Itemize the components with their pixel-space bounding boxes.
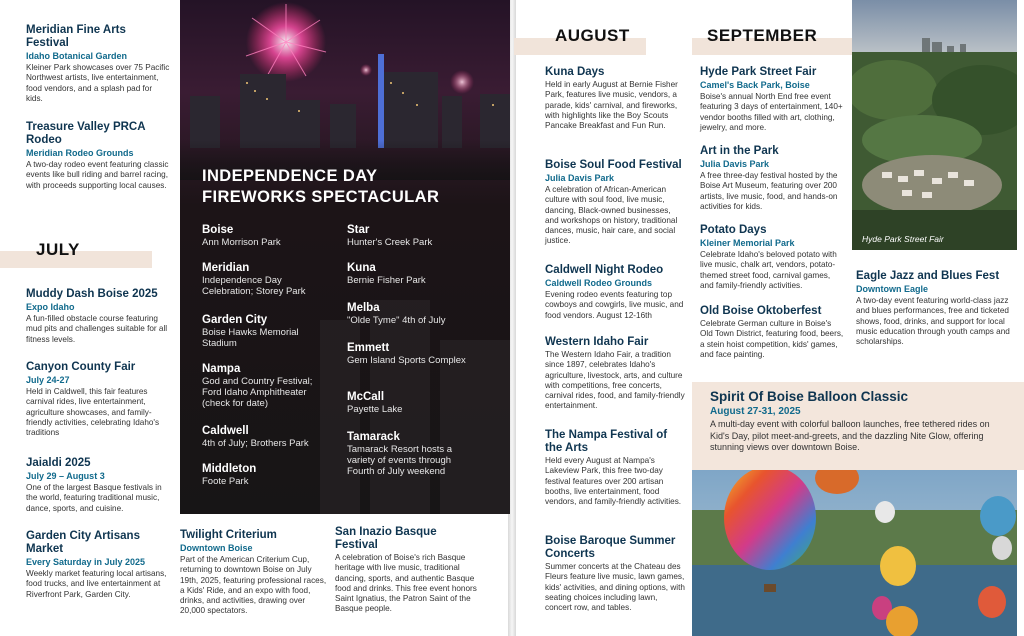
event-date: August 27-31, 2025 [710,406,801,417]
fireworks-location [347,224,487,248]
event-venue: Expo Idaho [26,302,75,312]
event-hyde-park-street-fair [700,66,846,133]
fireworks-venue: Payette Lake [347,404,403,415]
photo-caption: Hyde Park Street Fair [862,234,944,244]
event-desc: A two-day rodeo event featuring classic events like bull riding and barrel racing, with proceeds supporting local causes. [26,160,169,190]
fireworks-title-line1: INDEPENDENCE DAY [202,167,378,185]
fireworks-venue: Ann Morrison Park [202,237,281,248]
event-treasure-valley-rodeo [26,121,171,191]
fireworks-location [347,262,487,286]
event-old-boise-oktoberfest [700,305,846,360]
event-kuna-days [545,66,685,131]
event-eagle-jazz [856,270,1016,347]
fireworks-city: Melba [347,302,380,314]
fireworks-venue: Gem Island Sports Complex [347,355,466,366]
event-title: San Inazio Basque Festival [335,526,437,551]
fireworks-city: Garden City [202,314,268,326]
event-canyon-county-fair [26,361,171,438]
event-venue: Idaho Botanical Garden [26,51,128,61]
event-muddy-dash [26,288,171,345]
event-title: Eagle Jazz and Blues Fest [856,270,1000,282]
event-desc: The Western Idaho Fair, a tradition since 1897, celebrates Idaho's agriculture, livestock, arts, and culture with competitions, free concerts, carnival rides, food, and family-friendly entertainment. [545,350,685,411]
fireworks-location [202,463,322,487]
event-title: The Nampa Festival of the Arts [545,429,668,454]
fireworks-venue: Boise Hawks Memorial Stadium [202,327,299,349]
fireworks-location [202,363,327,409]
event-title: Meridian Fine Arts Festival [26,24,126,49]
event-boise-soul-food [545,159,685,247]
fireworks-location [347,302,487,326]
fireworks-location [202,224,322,248]
fireworks-city: Meridian [202,262,250,274]
event-art-in-the-park [700,145,846,212]
event-desc: Weekly market featuring local artisans, food trucks, and live entertainment at Riverfront Park, Garden City. [26,569,167,599]
fireworks-city: Tamarack [347,431,400,443]
month-heading-july: JULY [36,240,80,259]
fireworks-venue: "Olde Tyme" 4th of July [347,315,446,326]
fireworks-location [202,314,322,349]
event-desc: A multi-day event with colorful balloon launches, free tethered rides on Kid's Day, pilot meet-and-greets, and the dazzling Nite Glow, offering stunning views over downtown Boise. [710,419,990,452]
event-desc: Held every August at Nampa's Lakeview Park, this free two-day festival features over 200 artisan booths, live entertainment, food vendors, and family-friendly activities. [545,456,682,507]
fireworks-city: McCall [347,391,385,403]
month-heading-august: AUGUST [555,26,630,45]
event-title: Jaialdi 2025 [26,457,91,469]
event-desc: A celebration of Boise's rich Basque heritage with live music, traditional dancing, sports, and authentic Basque food and drinks. This free event honors Saint Ignatius, the Patron Saint of the Basque people. [335,553,477,614]
fireworks-title-line2: FIREWORKS SPECTACULAR [202,188,440,206]
event-desc: Kleiner Park showcases over 75 Pacific Northwest artists, live entertainment, food vendors, and a splash pad for kids. [26,63,170,103]
event-title: Caldwell Night Rodeo [545,264,664,276]
fireworks-venue: Hunter's Creek Park [347,237,433,248]
balloon-photo [692,470,1017,636]
event-desc: Held in early August at Bernie Fisher Park, features live music, vendors, a parade, kids' carnival, and fireworks, with highlights like the Boy Scouts Pancake Breakfast and Fun Run. [545,80,678,131]
event-title: Twilight Criterium [180,529,277,541]
event-western-idaho-fair [545,336,685,412]
month-heading-september: SEPTEMBER [707,26,818,45]
fireworks-venue: Tamarack Resort hosts a variety of events through Fourth of July weekend [347,444,453,477]
event-title: Boise Soul Food Festival [545,159,682,171]
event-title: Art in the Park [700,145,779,157]
fireworks-city: Star [347,224,370,236]
event-venue: July 29 – August 3 [26,471,105,481]
fireworks-city: Emmett [347,342,390,354]
event-title: Boise Baroque Summer Concerts [545,535,676,560]
event-title: Spirit Of Boise Balloon Classic [710,389,909,404]
event-caldwell-night-rodeo [545,264,685,321]
fireworks-city: Kuna [347,262,376,274]
event-desc: Celebrate German culture in Boise's Old Town District, featuring food, beers, a stein hoist competition, kids' games, and face painting. [700,319,844,359]
event-desc: Part of the American Criterium Cup, returning to downtown Boise on July 19th, 2025, featuring professional races, a Kids' Ride, and an expo with food, drinks, and activities, drawing over 20,000 spectators. [180,555,327,616]
event-balloon-classic [710,389,1010,454]
event-title: Potato Days [700,224,767,236]
event-desc: Boise's annual North End free event featuring 3 days of entertainment, 140+ vendor booths filled with art, clothing, jewelry, and more. [700,92,843,132]
fireworks-venue: Bernie Fisher Park [347,275,426,286]
fireworks-location [347,342,487,366]
fireworks-venue: God and Country Festival; Ford Idaho Amphitheater (check for date) [202,376,313,409]
hyde-park-photo [852,0,1017,250]
fireworks-location [202,425,327,449]
fireworks-location [202,262,322,297]
event-garden-city-artisans [26,530,171,600]
event-title: Canyon County Fair [26,361,136,373]
fireworks-venue: Independence Day Celebration; Storey Park [202,275,306,297]
event-venue: Caldwell Rodeo Grounds [545,278,653,288]
event-venue: Kleiner Memorial Park [700,238,795,248]
fireworks-panel [180,0,510,514]
event-desc: Summer concerts at the Chateau des Fleurs feature live music, lawn games, kids' activities, and dining options, with seating choices including lawn, concert row, and tables. [545,562,685,613]
event-title: Muddy Dash Boise 2025 [26,288,158,300]
event-title: Hyde Park Street Fair [700,66,817,78]
fireworks-venue: 4th of July; Brothers Park [202,438,309,449]
event-venue: July 24-27 [26,375,70,385]
event-title: Treasure Valley PRCA Rodeo [26,121,146,146]
event-jaialdi [26,457,171,514]
fireworks-city: Boise [202,224,234,236]
event-san-inazio [335,526,480,615]
event-venue: Downtown Eagle [856,284,928,294]
event-meridian-fine-arts [26,24,171,104]
event-desc: A two-day event featuring world-class jazz and blues performances, free and ticketed shows, food, drinks, and support for local music education through youth camps and scholarships. [856,296,1010,347]
event-desc: Held in Caldwell, this fair features carnival rides, live entertainment, agriculture showcases, and family-friendly activities, celebrating Idaho's traditions [26,387,160,438]
fireworks-location [347,391,487,415]
event-desc: A celebration of African-American culture with soul food, live music, dancing, Black-owned businesses, and workshops on history, traditional dances, music, hair care, and social justice. [545,185,678,246]
event-title: Kuna Days [545,66,605,78]
event-desc: Evening rodeo events featuring top cowboys and cowgirls, live music, and food vendors. August 12-16th [545,290,684,320]
event-twilight-criterium [180,529,328,617]
event-desc: A free three-day festival hosted by the Boise Art Museum, featuring over 200 artists, live music, food, and hands-on activities for kids. [700,171,838,211]
event-boise-baroque [545,535,685,613]
fireworks-city: Nampa [202,363,241,375]
event-venue: Camel's Back Park, Boise [700,80,810,90]
event-desc: Celebrate Idaho's beloved potato with live music, chalk art, vendors, potato-themed street food, carnival games, and family-friendly activities. [700,250,837,290]
event-desc: A fun-filled obstacle course featuring mud pits and challenges suitable for all fitness levels. [26,314,168,344]
event-venue: Downtown Boise [180,543,253,553]
event-potato-days [700,224,846,291]
event-title: Garden City Artisans Market [26,530,140,555]
event-nampa-festival [545,429,685,507]
fireworks-venue: Foote Park [202,476,249,487]
event-venue: Meridian Rodeo Grounds [26,148,134,158]
fireworks-location [347,431,477,477]
event-title: Western Idaho Fair [545,336,649,348]
event-title: Old Boise Oktoberfest [700,305,822,317]
fireworks-city: Caldwell [202,425,249,437]
event-venue: Julia Davis Park [545,173,615,183]
event-venue: Julia Davis Park [700,159,770,169]
event-venue: Every Saturday in July 2025 [26,557,146,567]
fireworks-title [202,166,492,208]
event-desc: One of the largest Basque festivals in the world, featuring traditional music, dance, sports, and cuisine. [26,483,162,513]
fireworks-city: Middleton [202,463,257,475]
